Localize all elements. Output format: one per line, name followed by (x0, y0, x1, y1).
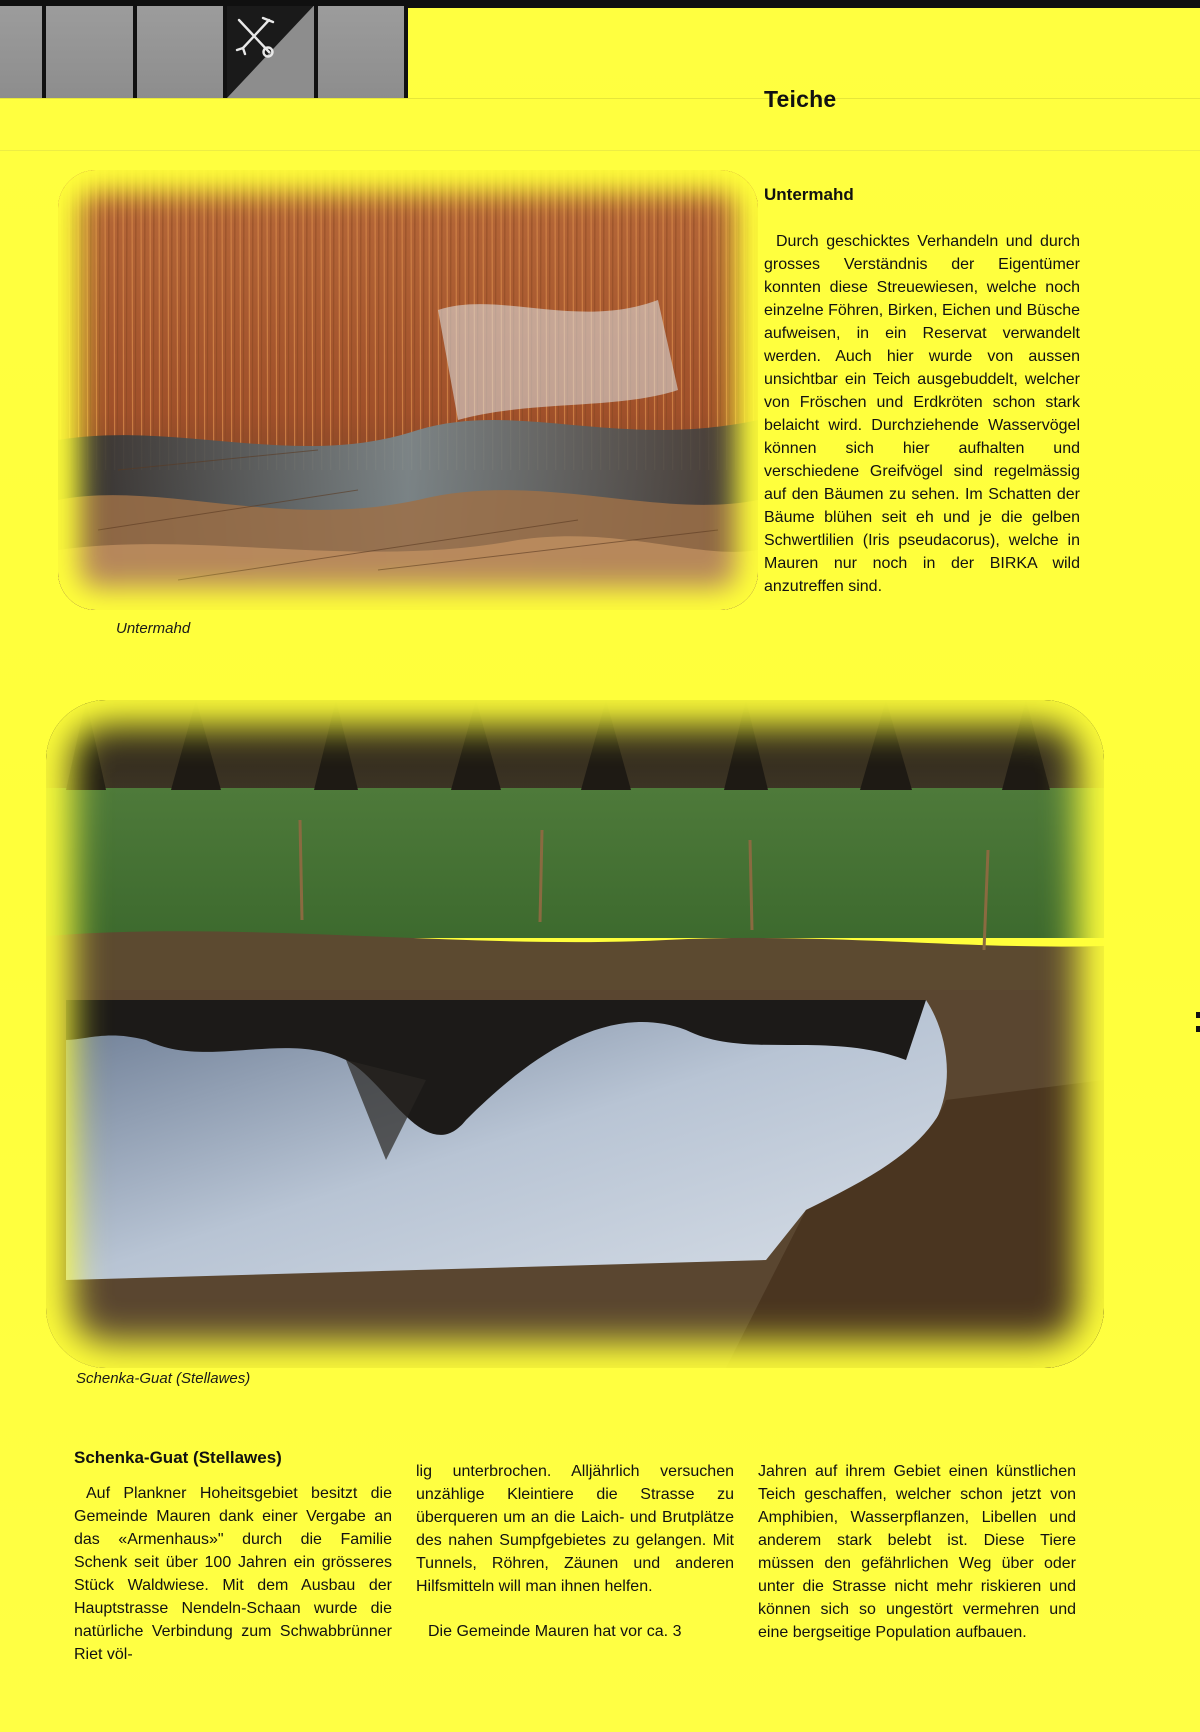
chapter-tab-1 (0, 6, 42, 98)
photo-caption-untermahd: Untermahd (116, 620, 191, 637)
schenka-guat-column-3 (758, 1460, 1076, 1644)
column-1-paragraph: Auf Plankner Hoheitsgebiet besitzt die Gemeinde Mauren dank einer Vergabe an das «Armenhaus»" durch die Familie Schenk seit über 100 Jahren ein grösseres Stück Waldwiese. Mit dem Ausbau der Hauptstrasse Nendeln-Schaan wurde die natürliche Verbindung zum Schwabbrünner Riet völ- (74, 1485, 392, 1663)
crossed-tools-icon (233, 14, 277, 60)
untermahd-photo (58, 170, 758, 610)
section-heading-untermahd: Untermahd (764, 185, 854, 204)
chapter-tab-strip (0, 6, 408, 98)
chapter-tab-2 (46, 6, 133, 98)
photo-caption-schenka-guat: Schenka-Guat (Stellawes) (76, 1370, 251, 1387)
chapter-tab-active (227, 6, 314, 98)
section-heading-schenka-guat: Schenka-Guat (Stellawes) (74, 1448, 282, 1467)
chapter-tab-5 (318, 6, 405, 98)
margin-mark (1196, 1026, 1200, 1032)
chapter-tab-3 (137, 6, 224, 98)
header-divider (0, 98, 1200, 99)
column-2-paragraph-1: lig unterbrochen. Alljährlich versuchen unzählige Kleintiere die Strasse zu überqueren um an die Laich- und Brutplätze des nahen Sumpfgebietes zu gelangen. Mit Tunnels, Röhren, Zäunen und anderen Hilfsmitteln will man ihnen helfen. (416, 1463, 734, 1595)
untermahd-paragraph: Durch geschicktes Verhandeln und durch grosses Verständnis der Eigentümer konnten diese Streuewiesen, welche noch einzelne Föhren, Birken, Eichen und Büsche aufweisen, in ein Reservat verwandelt werden. Auch hier wurde von aussen unsichtbar ein Teich ausgebuddelt, welcher von Fröschen und Erdkröten schon stark belaicht wird. Durchziehende Wasservögel können sich hier aufhalten und verschiedene Greifvögel sind regelmässig auf den Bäumen zu sehen. Im Schatten der Bäume blühen seit eh und je die gelben Schwertlilien (Iris pseudacorus), welche in Mauren nur noch in der BIRKA wild anzutreffen sind. (764, 233, 1080, 595)
column-2-paragraph-2: Die Gemeinde Mauren hat vor ca. 3 (428, 1623, 682, 1640)
column-3-paragraph: Jahren auf ihrem Gebiet einen künstlichen Teich geschaffen, welcher schon jetzt von Amphibien, Wasserpflanzen, Libellen und anderem stark belebt ist. Diese Tiere müssen den gefährlichen Weg über oder unter die Strasse nicht mehr riskieren und können sich so ungestört vermehren und eine bergseitige Population aufbauen. (758, 1463, 1076, 1641)
schenka-guat-column-2 (416, 1460, 734, 1643)
title-rule (0, 150, 1200, 151)
margin-mark (1196, 1012, 1200, 1018)
page-title: Teiche (764, 86, 837, 112)
schenka-guat-column-1 (74, 1482, 392, 1666)
untermahd-text (764, 230, 1080, 598)
schenka-guat-photo (46, 700, 1104, 1368)
